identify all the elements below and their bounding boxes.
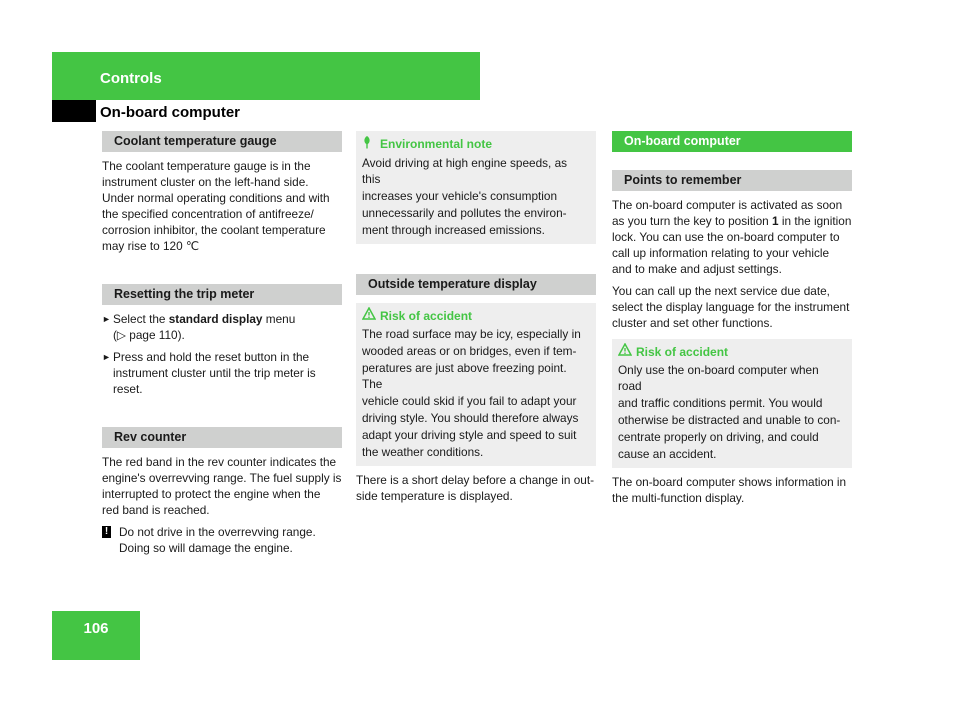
arrow-right-icon: ► bbox=[102, 352, 111, 362]
points-paragraph-1 bbox=[612, 197, 852, 277]
standard-display-term: standard display bbox=[168, 312, 263, 326]
coolant-line: The coolant temperature gauge is in the bbox=[102, 159, 311, 173]
rev-line: engine's overrevving range. The fuel supply is bbox=[102, 471, 342, 485]
points-line: call up information relating to your vehicle bbox=[612, 246, 830, 260]
section-label: Controls bbox=[100, 70, 162, 87]
instruction-step bbox=[102, 311, 342, 343]
coolant-line: Under normal operating conditions and with bbox=[102, 191, 330, 205]
coolant-line: corrosion inhibitor, the coolant temperature bbox=[102, 223, 326, 237]
step-text: reset. bbox=[113, 382, 143, 396]
points-paragraph-2 bbox=[612, 283, 852, 331]
column-right bbox=[612, 131, 852, 506]
points-paragraph-3 bbox=[612, 474, 852, 506]
rev-line: red band is reached. bbox=[102, 503, 210, 517]
page-title: On-board computer bbox=[100, 104, 241, 121]
points-line bbox=[612, 213, 852, 229]
page-reference-link[interactable]: (▷ page 110). bbox=[113, 328, 185, 342]
heading-rev-counter: Rev counter bbox=[102, 427, 342, 448]
risk-line: Only use the on-board computer when road bbox=[618, 363, 819, 393]
leaf-icon bbox=[362, 135, 380, 154]
step-text: Press and hold the reset button in the bbox=[113, 350, 310, 364]
heading-coolant-temperature-gauge: Coolant temperature gauge bbox=[102, 131, 342, 152]
key-position-number: 1 bbox=[772, 214, 779, 228]
step-text: instrument cluster until the trip meter is bbox=[113, 366, 316, 380]
arrow-right-icon: ► bbox=[102, 314, 111, 324]
env-line: unnecessarily and pollutes the environ- bbox=[362, 206, 567, 220]
warning-triangle-icon bbox=[618, 343, 636, 361]
header-black-tab bbox=[52, 100, 96, 122]
risk-line: cause an accident. bbox=[618, 447, 717, 461]
coolant-line: instrument cluster on the left-hand side. bbox=[102, 175, 309, 189]
column-left bbox=[102, 131, 342, 556]
risk-of-accident-box bbox=[356, 303, 596, 466]
points-line: cluster and set other functions. bbox=[612, 316, 773, 330]
points-line: select the display language for the instrument bbox=[612, 300, 850, 314]
damage-warning bbox=[102, 524, 342, 556]
risk-line: centrate properly on driving, and could bbox=[618, 430, 819, 444]
risk-line: vehicle could skid if you fail to adapt your bbox=[362, 394, 577, 408]
risk-line: driving style. You should therefore always bbox=[362, 411, 579, 425]
column-middle bbox=[356, 131, 596, 504]
coolant-paragraph bbox=[102, 158, 342, 254]
heading-outside-temperature-display: Outside temperature display bbox=[356, 274, 596, 295]
points-line: You can call up the next service due date, bbox=[612, 284, 830, 298]
points-line: and to make and adjust settings. bbox=[612, 262, 782, 276]
step-text: Select the bbox=[113, 312, 169, 326]
warning-line: Do not drive in the overrevving range. bbox=[119, 525, 316, 539]
coolant-line: may rise to 120 ℃ bbox=[102, 239, 200, 253]
heading-on-board-computer: On-board computer bbox=[612, 131, 852, 152]
points-line: the multi-function display. bbox=[612, 491, 745, 505]
heading-resetting-trip-meter: Resetting the trip meter bbox=[102, 284, 342, 305]
risk-line: and traffic conditions permit. You would bbox=[618, 396, 823, 410]
page-number-box bbox=[52, 611, 140, 660]
step-text: menu bbox=[262, 312, 296, 326]
env-line: Avoid driving at high engine speeds, as this bbox=[362, 156, 568, 186]
environmental-note-title: Environmental note bbox=[380, 137, 493, 151]
outside-line: side temperature is displayed. bbox=[356, 489, 513, 503]
risk-line: adapt your driving style and speed to suit bbox=[362, 428, 577, 442]
instruction-step bbox=[102, 349, 342, 397]
risk-line: wooded areas or on bridges, even if tem- bbox=[362, 344, 577, 358]
rev-line: interrupted to protect the engine when the bbox=[102, 487, 321, 501]
rev-line: The red band in the rev counter indicates the bbox=[102, 455, 337, 469]
risk-title: Risk of accident bbox=[636, 344, 729, 359]
outside-temperature-paragraph bbox=[356, 472, 596, 504]
warning-triangle-icon bbox=[362, 307, 380, 325]
heading-points-to-remember: Points to remember bbox=[612, 170, 852, 191]
points-line: lock. You can use the on-board computer to bbox=[612, 230, 840, 244]
risk-of-accident-box bbox=[612, 339, 852, 468]
coolant-line: the specified concentration of antifreeze/ bbox=[102, 207, 314, 221]
environmental-note-box bbox=[356, 131, 596, 244]
exclamation-icon: ! bbox=[102, 526, 111, 538]
page-number: 106 bbox=[83, 620, 109, 637]
risk-line: The road surface may be icy, especially in bbox=[362, 327, 581, 341]
risk-title: Risk of accident bbox=[380, 308, 473, 323]
outside-line: There is a short delay before a change in out- bbox=[356, 473, 595, 487]
env-line: increases your vehicle's consumption bbox=[362, 189, 558, 203]
rev-paragraph bbox=[102, 454, 342, 518]
warning-line: Doing so will damage the engine. bbox=[119, 541, 293, 555]
points-line: The on-board computer shows information in bbox=[612, 475, 847, 489]
points-text: in the ignition bbox=[778, 214, 852, 228]
risk-line: peratures are just above freezing point. The bbox=[362, 361, 567, 391]
risk-line: otherwise be distracted and unable to con- bbox=[618, 413, 841, 427]
risk-line: the weather conditions. bbox=[362, 445, 484, 459]
points-text: as you turn the key to position bbox=[612, 214, 773, 228]
env-line: ment through increased emissions. bbox=[362, 223, 545, 237]
points-line: The on-board computer is activated as soon bbox=[612, 198, 843, 212]
